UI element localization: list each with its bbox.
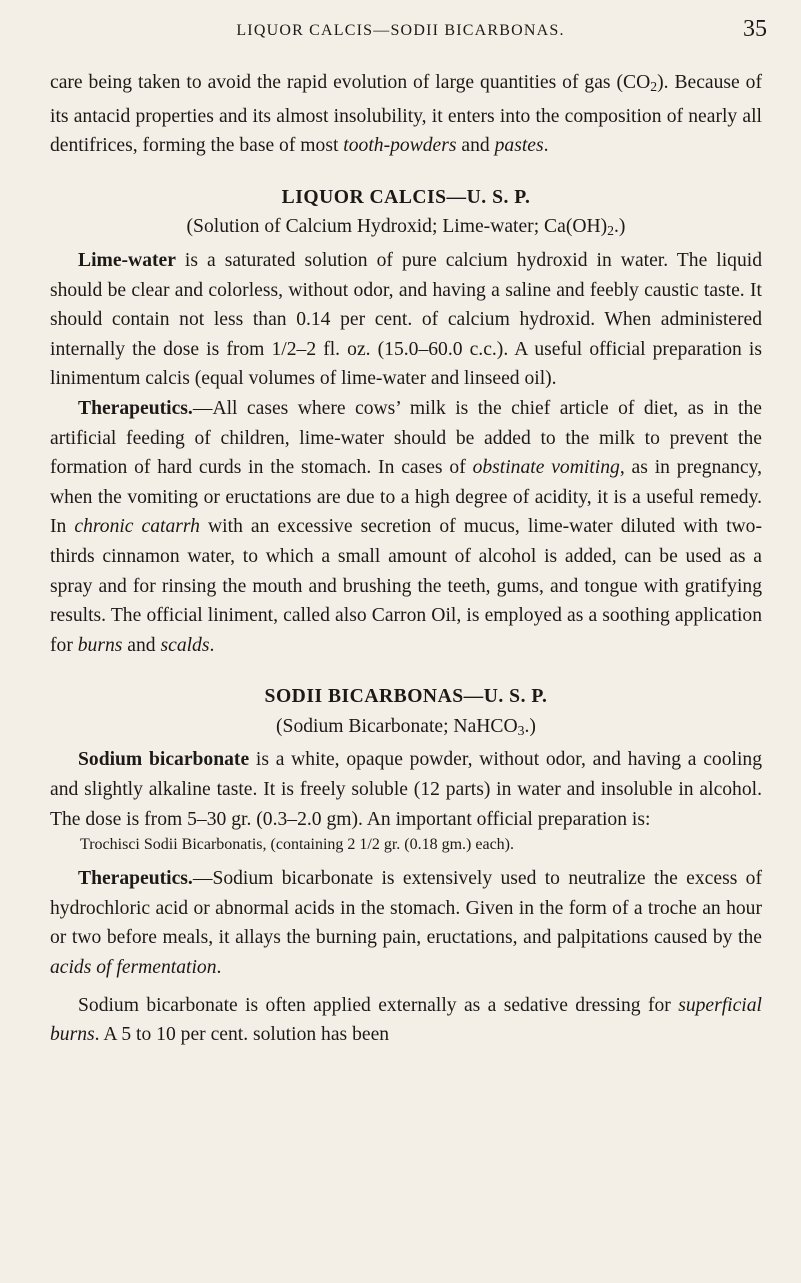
liquor-therapeutics: Therapeutics.—All cases where cows’ milk is the chief article of diet, as in the artificial feeding of children, lime-water should be added to the milk to prevent the formation of hard curds in the stomach. In cases of obstinate vomiting, as in pregnancy, when the vomiting or eructations are due to a high degree of acidity, it is a useful remedy. In chronic catarrh with an excessive secretion of mucus, lime-water diluted with two-thirds cinnamon water, to which a small amount of alcohol is added, can be used as a spray and for rinsing the mouth and brushing the teeth, gums, and tongue with gratifying results. The official liniment, called also Carron Oil, is employed as a soothing application for burns and scalds.: [50, 397, 763, 656]
intro-paragraph: care being taken to avoid the rapid evolution of large quantities of gas (CO2). Because of its antacid properties and its almost insolubility, it enters into the composition of nearly all dentifrices, forming the base of most tooth-powders and pastes.: [50, 72, 762, 157]
section-heading-liquor-calcis: LIQUOR CALCIS—U. S. P.: [281, 186, 531, 208]
sodii-therapeutics: Therapeutics.—Sodium bicarbonate is extensively used to neutralize the excess of hydrochloric acid or abnormal acids in the stomach. Given in the form of a troche an hour or two before meals, it allays the burning pain, eructations, and palpitations caused by the acids of fermentation.: [50, 868, 762, 979]
section-subheading-liquor-calcis: (Solution of Calcium Hydroxid; Lime-water; Ca(OH)2.): [186, 216, 626, 239]
official-preparation: Trochisci Sodii Bicarbonatis, (containing 2 1/2 gr. (0.18 gm.) each).: [80, 836, 515, 854]
page-body: [50, 68, 762, 1050]
liquor-description: Lime-water is a saturated solution of pure calcium hydroxid in water. The liquid should be clear and colorless, without odor, and having a saline and feebly caustic taste. It should contain not less than 0.14 per cent. of calcium hydroxid. When administered internally the dose is from 1/2–2 fl. oz. (15.0–60.0 c.c.). A useful official preparation is linimentum calcis (equal volumes of lime-water and linseed oil).: [50, 249, 762, 390]
page-number: 35: [743, 16, 767, 42]
sodii-description: Sodium bicarbonate is a white, opaque powder, without odor, and having a cooling and slightly alkaline taste. It is freely soluble (12 parts) in water and insoluble in alcohol. The dose is from 5–30 gr. (0.3–2.0 gm). An important official preparation is:: [50, 749, 762, 830]
page-header: [0, 16, 801, 46]
section-heading-sodii-bicarbonas: SODII BICARBONAS—U. S. P.: [264, 686, 548, 708]
section-subheading-sodii-bicarbonas: (Sodium Bicarbonate; NaHCO3.): [276, 715, 536, 738]
sodii-external-use: Sodium bicarbonate is often applied externally as a sedative dressing for superficial burns. A 5 to 10 per cent. solution has been: [50, 994, 762, 1046]
running-title: LIQUOR CALCIS—SODII BICARBONAS.: [236, 22, 565, 39]
